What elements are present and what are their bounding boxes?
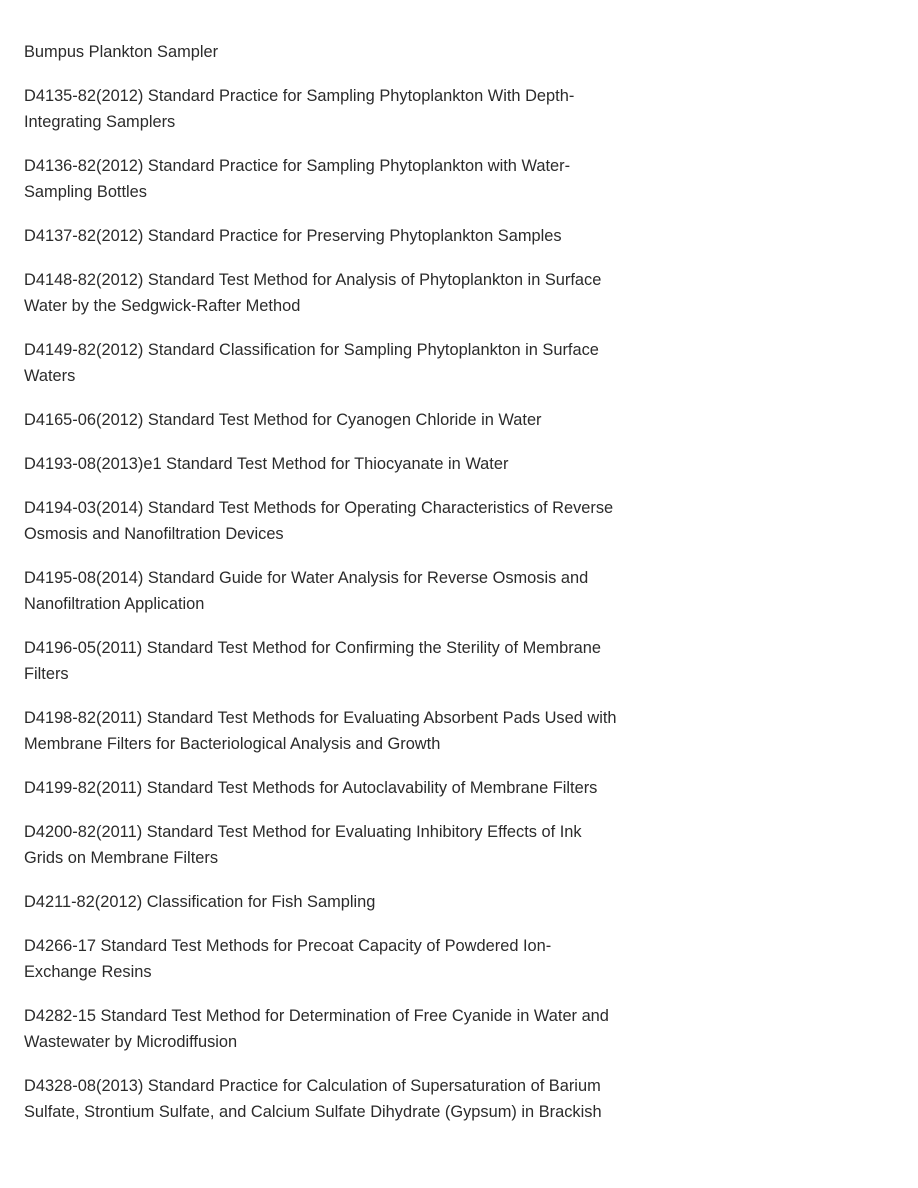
list-item: D4211-82(2012) Classification for Fish Sampling <box>24 893 376 911</box>
list-item: D4199-82(2011) Standard Test Methods for Autoclavability of Membrane Filters <box>24 779 598 797</box>
list-item: D4137-82(2012) Standard Practice for Preserving Phytoplankton Samples <box>24 227 562 245</box>
list-item: D4282-15 Standard Test Method for Determination of Free Cyanide in Water and Wastewater by Microdiffusion <box>24 1007 609 1051</box>
list-item: D4328-08(2013) Standard Practice for Calculation of Supersaturation of Barium Sulfate, Strontium Sulfate, and Calcium Sulfate Dihydrate (Gypsum) in Brackish <box>24 1077 602 1121</box>
list-item: D4194-03(2014) Standard Test Methods for Operating Characteristics of Reverse Osmosis and Nanofiltration Devices <box>24 499 614 543</box>
list-item: D4148-82(2012) Standard Test Method for Analysis of Phytoplankton in Surface Water by the Sedgwick-Rafter Method <box>24 271 602 315</box>
list-item: D4149-82(2012) Standard Classification for Sampling Phytoplankton in Surface Waters <box>24 341 599 385</box>
list-item: D4200-82(2011) Standard Test Method for Evaluating Inhibitory Effects of Ink Grids on Membrane Filters <box>24 823 582 867</box>
list-item: D4193-08(2013)e1 Standard Test Method for Thiocyanate in Water <box>24 455 509 473</box>
list-item: D4135-82(2012) Standard Practice for Sampling Phytoplankton With Depth-Integrating Samplers <box>24 87 575 131</box>
list-item: Bumpus Plankton Sampler <box>24 43 219 61</box>
list-item: D4198-82(2011) Standard Test Methods for Evaluating Absorbent Pads Used with Membrane Filters for Bacteriological Analysis and Growth <box>24 709 617 753</box>
list-item: D4196-05(2011) Standard Test Method for Confirming the Sterility of Membrane Filters <box>24 639 601 683</box>
list-item: D4195-08(2014) Standard Guide for Water Analysis for Reverse Osmosis and Nanofiltration Application <box>24 569 589 613</box>
list-item: D4266-17 Standard Test Methods for Precoat Capacity of Powdered Ion-Exchange Resins <box>24 937 552 981</box>
list-item: D4165-06(2012) Standard Test Method for Cyanogen Chloride in Water <box>24 411 542 429</box>
list-item: D4136-82(2012) Standard Practice for Sampling Phytoplankton with Water-Sampling Bottles <box>24 157 571 201</box>
standards-list <box>24 39 624 1143</box>
